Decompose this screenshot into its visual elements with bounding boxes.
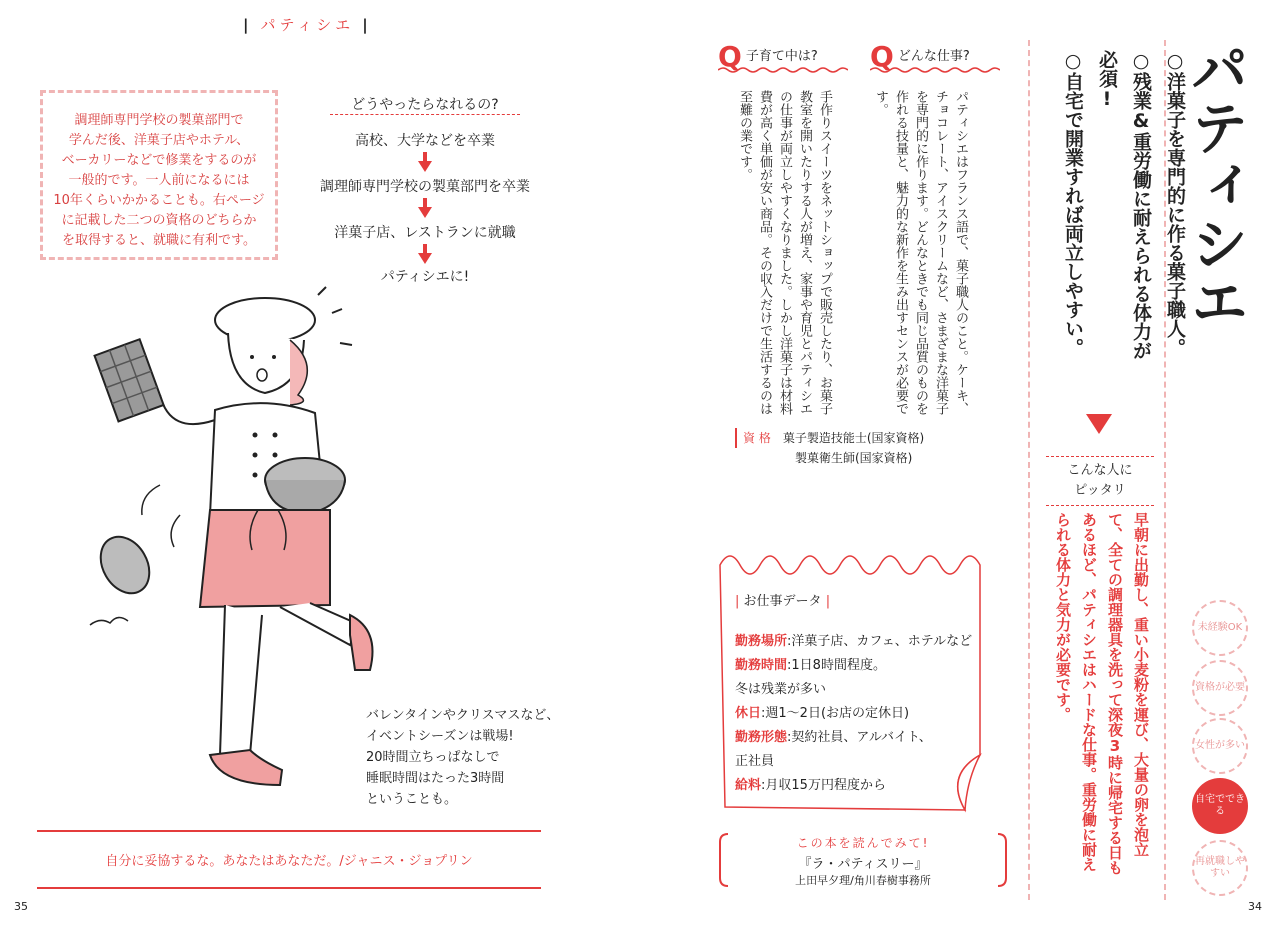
down-arrow-icon [418, 244, 432, 264]
intro-line: 学んだ後、洋菓子店やホテル、 [68, 133, 250, 148]
how-step: 調理師専門学校の製菓部門を卒業 [320, 179, 530, 195]
q-child-text: 手作りスイーツをネットショップで販売したり、お菓子教室を開いたりする人が増え、家事や育児とパティシエの仕事が両立しやすくなりました。しかし洋菓子は材料費が高く単価が安い商品。その収入だけで生活するのは至難の業です。 [737, 90, 832, 415]
qualification-label: 資 格 [735, 428, 771, 448]
qualifications [735, 428, 995, 468]
job-data-row: 勤務形態:契約社員、アルバイト、 [735, 730, 932, 745]
book-title: 『ラ・パティスリー』 [798, 857, 928, 872]
page-title: パティシエ [1180, 40, 1249, 330]
job-data-row: 冬は残業が多い [735, 682, 827, 697]
job-data-row: 勤務場所:洋菓子店、カフェ、ホテルなど [735, 634, 973, 649]
down-arrow-icon [418, 152, 432, 172]
badge-qualification: 資格が必要 [1192, 660, 1248, 716]
intro-box [40, 90, 278, 260]
intro-line: 一般的です。一人前になるには [68, 173, 250, 188]
how-step: パティシエに! [380, 269, 470, 285]
intro-line: に記載した二つの資格のどちらか [61, 213, 257, 228]
page-number-left: 35 [14, 900, 28, 913]
badge-work-from-home: 自宅でできる [1192, 778, 1248, 834]
page-number-right: 34 [1248, 900, 1262, 913]
caption-line: ということも。 [366, 792, 458, 807]
circle-bullet-icon: ○ [1164, 50, 1186, 72]
suits-label: こんな人に ピッタリ [1046, 452, 1154, 510]
caption-line: 睡眠時間はたった3時間 [366, 771, 505, 786]
bracket-frame [718, 830, 1008, 890]
intro-line: 調理師専門学校の製菓部門で [74, 113, 244, 128]
q-mark-icon: Q [718, 40, 742, 73]
book-recommendation [718, 830, 1008, 890]
intro-line: 10年くらいかかることも。右ページ [53, 193, 265, 208]
section-tab: | パティシエ | [243, 16, 372, 34]
book-author: 上田早夕理/角川春樹事務所 [795, 874, 931, 887]
suits-body: 早朝に出勤し、重い小麦粉を運び、大量の卵を泡立て、全ての調理器具を洗って深夜3時に帰宅する日もあるほど、パティシエはハードな仕事。重労働に耐えられる体力と気力が必要です。 [1054, 512, 1150, 875]
job-data-row: 休日:週1〜2日(お店の定休日) [735, 706, 910, 721]
circle-bullet-icon: ○ [1130, 50, 1152, 72]
caption-line: 20時間立ちっぱなしで [366, 750, 500, 765]
book-heading: この本を読んでみて! [796, 836, 930, 850]
badge-mostly-women: 女性が多い [1192, 718, 1248, 774]
caption-line: イベントシーズンは戦場! [366, 729, 514, 744]
q-child-heading: Q子育て中は? [718, 40, 818, 73]
q-mark-icon: Q [870, 40, 894, 73]
badge-no-experience: 未経験OK [1192, 600, 1248, 656]
intro-line: を取得すると、就職に有利です。 [62, 233, 256, 248]
pastry-chef-illustration [50, 285, 380, 805]
intro-line: ベーカリーなどで修業をするのが [61, 153, 257, 168]
illustration-caption [366, 705, 559, 810]
caption-line: バレンタインやクリスマスなど、 [366, 708, 560, 723]
key-points [1056, 50, 1192, 370]
how-step: 高校、大学などを卒業 [355, 133, 495, 149]
triangle-marker-icon [1086, 414, 1112, 434]
q-work-text: パティシエはフランス語で、菓子職人のこと。ケーキ、チョコレート、アイスクリームなど、さまざまな洋菓子を専門的に作ります。どんなときでも同じ品質のものを作れる技量と、魅力的な新作を生み出すセンスが必要です。 [873, 90, 968, 415]
badge-easy-reemployment: 再就職しやすい [1192, 840, 1248, 896]
how-step: 洋菓子店、レストランに就職 [334, 225, 516, 241]
job-data-title: | お仕事データ | [735, 594, 831, 609]
q-work-heading: Qどんな仕事? [870, 40, 970, 73]
key-point: ○自宅で開業すれば両立しやすい。 [1062, 50, 1084, 357]
qualification-item: 製菓衛生師(国家資格) [795, 451, 913, 465]
how-title: どうやったらなれるの? [330, 94, 520, 115]
down-arrow-icon [418, 198, 432, 218]
qualification-item: 菓子製造技能士(国家資格) [782, 431, 925, 445]
wavy-underline [870, 66, 1000, 74]
key-point: ○洋菓子を専門的に作る菓子職人。 [1164, 50, 1186, 357]
wavy-underline [718, 66, 848, 74]
job-data-row: 勤務時間:1日8時間程度。 [735, 658, 886, 673]
key-point: ○残業&重労働に耐えられる体力が必須! [1096, 50, 1152, 360]
circle-bullet-icon: ○ [1062, 50, 1084, 72]
quote-band: 自分に妥協するな。あなたはあなただ。/ジャニス・ジョプリン [37, 830, 541, 889]
job-data-row: 給料:月収15万円程度から [735, 778, 886, 793]
dashed-divider [1028, 40, 1030, 900]
job-data-row: 正社員 [735, 754, 775, 769]
